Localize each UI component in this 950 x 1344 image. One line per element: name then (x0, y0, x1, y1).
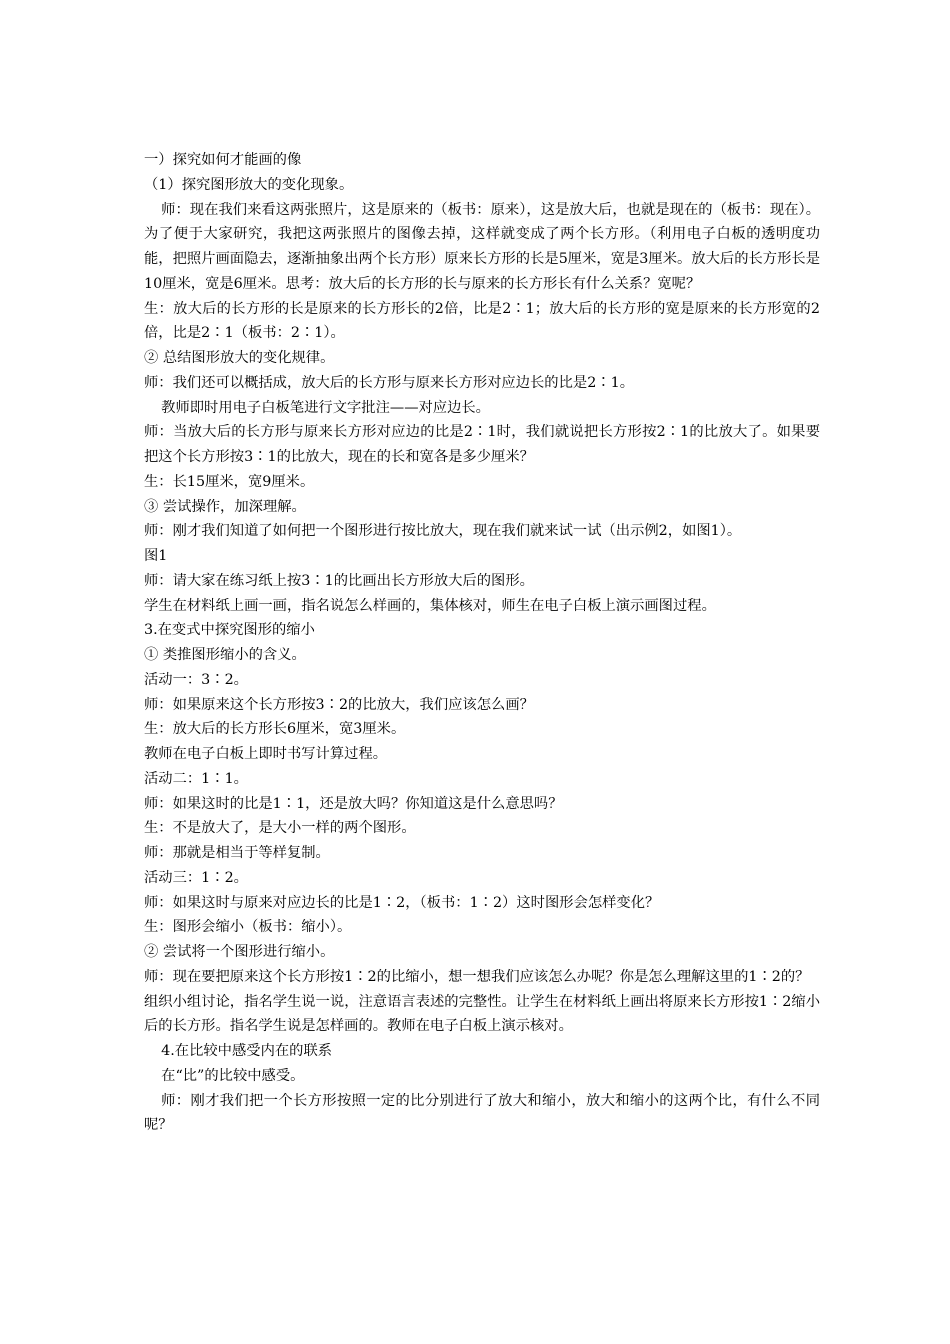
paragraph-teacher-example-2: 师：刚才我们知道了如何把一个图形进行按比放大，现在我们就来试一试（出示例2，如图1）。 (144, 523, 742, 540)
paragraph-group-discussion: 组织小组讨论，指名学生说一说，注意语言表述的完整性。让学生在材料纸上画出将原来长方形按1∶2缩小后的长方形。指名学生说是怎样画的。教师在电子白板上演示核对。 (144, 993, 820, 1035)
figure-caption-1: 图1 (144, 548, 168, 564)
paragraph-teacher-1-1: 师：如果这时的比是1∶1，还是放大吗？你知道这是什么意思吗？ (144, 795, 563, 812)
paragraph-student-6-3: 生：放大后的长方形长6厘米，宽3厘米。 (144, 721, 406, 738)
paragraph-student-shrink: 生：图形会缩小（板书：缩小）。 (144, 919, 352, 936)
heading-section-1: 一）探究如何才能画的像 (144, 152, 302, 168)
paragraph-teacher-photos: 师：现在我们来看这两张照片，这是原来的（板书：原来），这是放大后，也就是现在的（板书：现在）。为了便于大家研究，我把这两张照片的图像去掉，这样就变成了两个长方形。（利用电子白板的透明度功能，把照片画面隐去，逐渐抽象出两个长方形）原来长方形的长是5厘米，宽是3厘米。放大后的长方形长是10厘米，宽是6厘米。思考：放大后的长方形的长与原来的长方形长有什么关系？宽呢？ (144, 201, 820, 292)
paragraph-teacher-writes: 教师在电子白板上即时书写计算过程。 (144, 746, 388, 762)
paragraph-activity-2: 活动二：1∶1。 (144, 770, 248, 787)
paragraph-students-draw: 学生在材料纸上画一画，指名说怎么样画的，集体核对，师生在电子白板上演示画图过程。 (144, 597, 716, 614)
paragraph-activity-3: 活动三：1∶2。 (144, 869, 248, 886)
paragraph-student-answer-15-9: 生：长15厘米，宽9厘米。 (144, 473, 315, 490)
subheading-explore-enlarge: （1）探究图形放大的变化现象。 (144, 176, 354, 193)
paragraph-teacher-question-3-1: 师：当放大后的长方形与原来长方形对应边的比是2∶1时，我们就说把长方形按2∶1的比放大了。如果要把这个长方形按3∶1的比放大，现在的长和宽各是多少厘米？ (144, 424, 820, 465)
subheading-try-operate: ③ 尝试操作，加深理解。 (144, 498, 306, 515)
paragraph-teacher-summary: 师：我们还可以概括成，放大后的长方形与原来长方形对应边长的比是2∶1。 (144, 374, 634, 391)
paragraph-teacher-1-2: 师：如果这时与原来对应边长的比是1∶2，（板书：1∶2）这时图形会怎样变化？ (144, 894, 660, 911)
paragraph-teacher-3-2: 师：如果原来这个长方形按3∶2的比放大，我们应该怎么画？ (144, 696, 534, 713)
subheading-summarize-rule: ② 总结图形放大的变化规律。 (144, 350, 335, 366)
paragraph-teacher-draw-3-1: 师：请大家在练习纸上按3∶1的比画出长方形放大后的图形。 (144, 572, 534, 589)
paragraph-student-answer-ratio: 生：放大后的长方形的长是原来的长方形长的2倍，比是2∶1；放大后的长方形的宽是原来的长方形宽的2倍，比是2∶1（板书：2∶1）。 (144, 300, 820, 342)
document-body (144, 148, 820, 1138)
subheading-infer-shrink: ① 类推图形缩小的含义。 (144, 647, 306, 663)
paragraph-student-same-size: 生：不是放大了，是大小一样的两个图形。 (144, 820, 416, 837)
heading-section-3: 3.在变式中探究图形的缩小 (144, 622, 315, 639)
subheading-try-shrink: ② 尝试将一个图形进行缩小。 (144, 944, 335, 960)
paragraph-teacher-shrink-question: 师：现在要把原来这个长方形按1∶2的比缩小，想一想我们应该怎么办呢？你是怎么理解这里的1∶2的？ (144, 968, 810, 985)
paragraph-activity-1: 活动一：3∶2。 (144, 671, 248, 688)
heading-section-4: 4.在比较中感受内在的联系 (161, 1043, 333, 1059)
paragraph-annotation-note: 教师即时用电子白板笔进行文字批注——对应边长。 (161, 399, 490, 416)
paragraph-teacher-compare: 师：刚才我们把一个长方形按照一定的比分别进行了放大和缩小，放大和缩小的这两个比，有什么不同呢？ (144, 1092, 820, 1134)
paragraph-compare-ratio: 在“比”的比较中感受。 (161, 1067, 305, 1084)
paragraph-teacher-copy: 师：那就是相当于等样复制。 (144, 845, 330, 861)
